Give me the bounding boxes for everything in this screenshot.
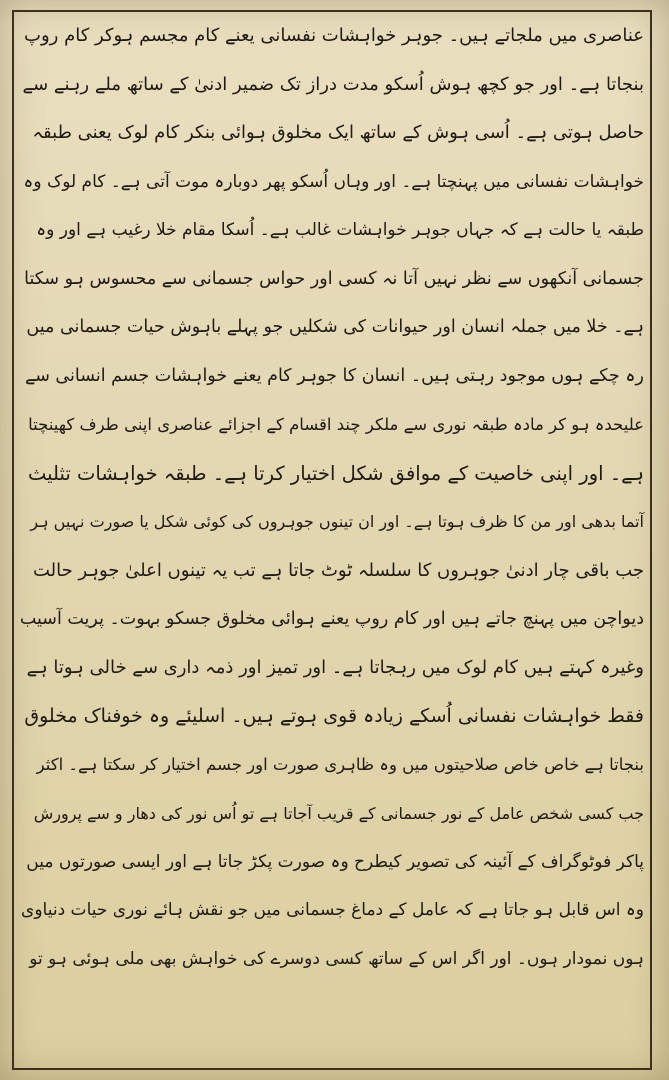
text-line: بنجاتا ہے خاص خاص صلاحیتوں میں وہ ظاہری صورت اور جسم اختیار کر سکتا ہے۔ اکثر [36, 754, 644, 774]
text-line: ہوں نمودار ہوں۔ اور اگر اس کے ساتھ کسی دوسرے کی خواہش بھی ملی ہوئی ہو تو [29, 949, 644, 970]
text-line: دیواچن میں پہنچ جاتے ہیں اور کام روپ یعنے ہوائی مخلوق جسکو بہوت۔ پریت آسیب [19, 608, 644, 629]
text-line: علیحدہ ہو کر مادہ طبقہ نوری سے ملکر چند اقسام کے اجزائے عناصری اپنی طرف کھینچتا [28, 414, 644, 434]
text-line: ہے۔ اور اپنی خاصیت کے موافق شکل اختیار کرتا ہے۔ طبقہ خواہشات تثلیث [27, 461, 644, 485]
text-line: آتما بدھی اور من کا ظرف ہوتا ہے۔ اور ان تینوں جوہروں کی کوئی شکل یا صورت نہیں ہر [30, 512, 644, 532]
text-line: خواہشات نفسانی میں پہنچتا ہے۔ اور وہاں اُسکو پھر دوبارہ موت آتی ہے۔ کام لوک وہ [23, 171, 644, 192]
text-line: جسمانی آنکھوں سے نظر نہیں آتا نہ کسی اور حواس جسمانی سے محسوس ہو سکتا [24, 268, 644, 289]
text-line: پاکر فوٹوگراف کے آئینہ کی تصویر کیطرح وہ صورت پکڑ جاتا ہے اور ایسی صورتوں میں [26, 851, 644, 872]
text-line: وغیرہ کہتے ہیں کام لوک میں رہجاتا ہے۔ اور تمیز اور ذمہ داری سے خالی ہوتا ہے [26, 657, 644, 679]
text-line: طبقہ یا حالت ہے کہ جہاں جوہر خواہشات غالب ہے۔ اُسکا مقام خلا رغیب ہے اور وہ [36, 220, 644, 241]
text-line: ہے۔ خلا میں جملہ انسان اور حیوانات کی شکلیں جو پہلے باہوش حیات جسمانی میں [26, 317, 644, 338]
text-line: عناصری میں ملجاتے ہیں۔ جوہر خواہشات نفسانی یعنے کام مجسم ہوکر کام روپ [24, 25, 644, 47]
text-line: بنجاتا ہے۔ اور جو کچھ ہوش اُسکو مدت دراز تک ضمیر ادنیٰ کے ساتھ ملے رہنے سے [22, 73, 644, 95]
text-line: جب کسی شخص عامل کے نور جسمانی کے قریب آجاتا ہے تو اُس نور کی دھار و سے پرورش [33, 803, 644, 823]
text-line: رہ چکے ہوں موجود رہتی ہیں۔ انسان کا جوہر کام یعنے خواہشات جسم انسانی سے [24, 365, 644, 386]
text-block [16, 12, 648, 984]
text-line: جب باقی چار ادنیٰ جوہروں کا سلسلہ ٹوٹ جاتا ہے تب یہ تینوں اعلیٰ جوہر حالت [33, 559, 644, 581]
text-line: حاصل ہوتی ہے۔ اُسی ہوش کے ساتھ ایک مخلوق ہوائی بنکر کام لوک یعنی طبقہ [32, 122, 644, 144]
text-line: وہ اس قابل ہو جاتا ہے کہ عامل کے دماغ جسمانی میں جو نقش ہائے نوری حیات دنیاوی [21, 900, 644, 921]
text-line: فقط خواہشات نفسانی اُسکے زیادہ قوی ہوتے ہیں۔ اسلیئے وہ خوفناک مخلوق [24, 705, 644, 728]
